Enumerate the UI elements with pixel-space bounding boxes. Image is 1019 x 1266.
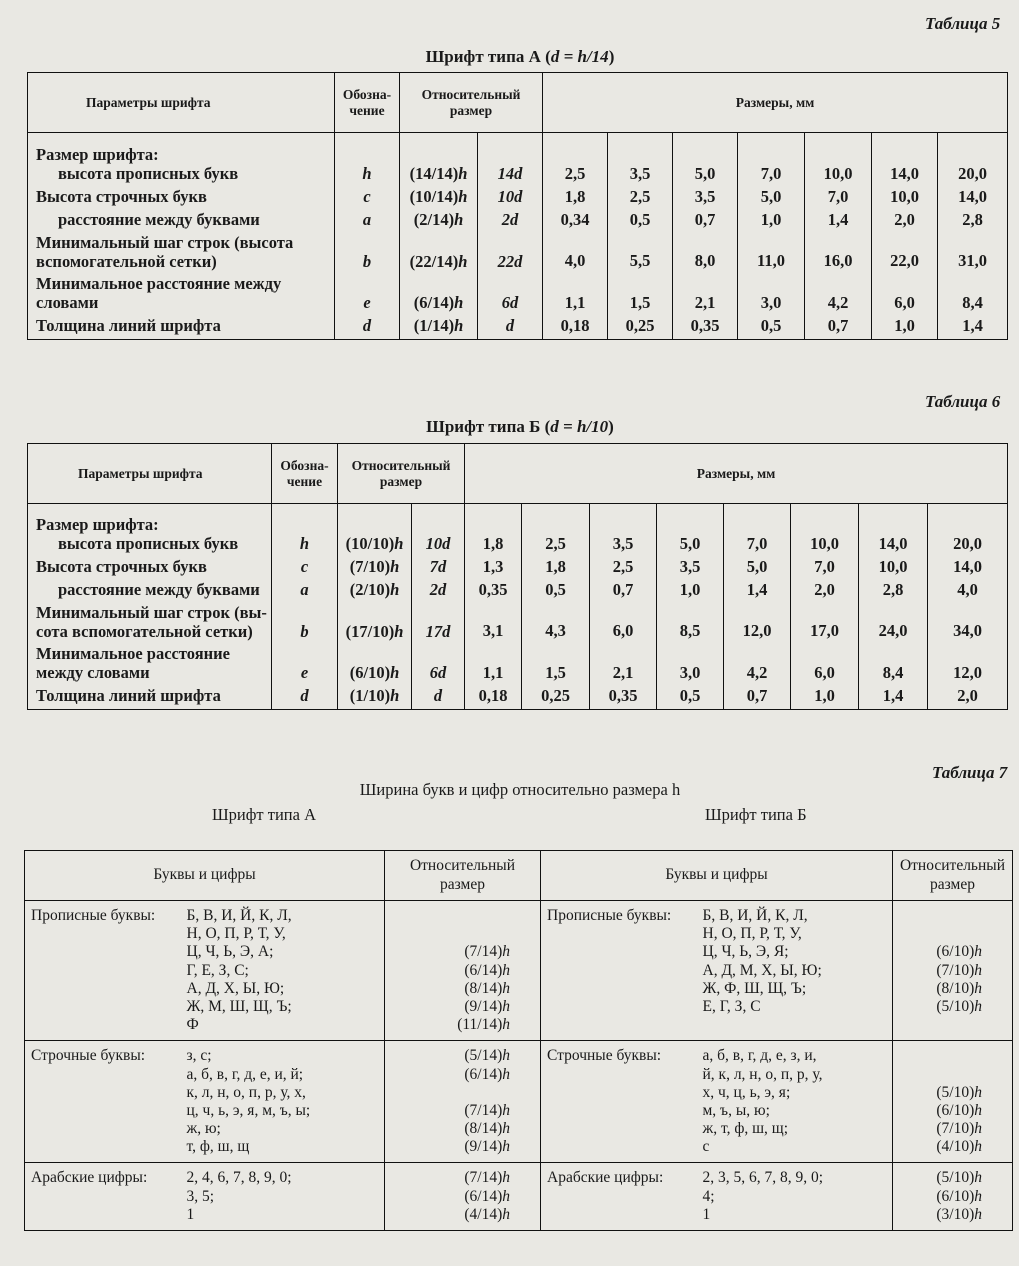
letters-line: а, б, в, г, д, е, и, й; — [186, 1065, 304, 1083]
table6-label: Таблица 6 — [925, 392, 1001, 411]
col-header-symbol: Обозна- чение — [335, 73, 400, 133]
size-value-cell: 24,0 — [859, 603, 928, 645]
relative-cell: (2/10)h — [338, 580, 412, 603]
size-value-cell: 8,5 — [657, 603, 724, 645]
relative-value: (8/10)h — [936, 979, 982, 997]
relative-value: (6/10)h — [936, 943, 982, 961]
size-value-cell: 14,0 — [938, 187, 1008, 210]
table-row — [28, 644, 1008, 686]
letters-line: х, ч, ц, ь, э, я; — [702, 1083, 791, 1101]
param-line: между словами — [36, 663, 150, 683]
letters-list-a — [185, 1041, 385, 1163]
relative-value — [896, 1066, 982, 1084]
relative-cell: (7/10)h — [338, 557, 412, 580]
relative-cell: (22/14)h — [400, 233, 478, 275]
size-value-cell: 4,3 — [522, 603, 590, 645]
letters-line: Ц, Ч, Ь, Э, Я; — [702, 943, 789, 961]
relative-cell: (1/14)h — [400, 316, 478, 340]
size-value-cell: 0,7 — [805, 316, 872, 340]
table-row — [28, 210, 1008, 233]
relative-value: (5/10)h — [936, 997, 982, 1015]
relative-size-b — [893, 901, 1013, 1041]
relative-value: (6/14)h — [464, 1065, 510, 1083]
size-value-cell: 4,0 — [543, 233, 608, 275]
relative-cell: (6/10)h — [338, 644, 412, 686]
d-multiple-cell: 22d — [478, 233, 543, 275]
letters-line: к, л, н, о, п, р, у, х, — [186, 1083, 306, 1101]
size-value-cell: 7,0 — [724, 504, 791, 557]
param-name — [28, 504, 272, 557]
table-row — [28, 187, 1008, 210]
relative-value — [896, 907, 982, 925]
letters-list-a — [185, 1163, 385, 1231]
table-row — [28, 504, 1008, 557]
relative-value: (5/14)h — [464, 1047, 510, 1065]
param-line: вспомогательной сетки) — [36, 251, 217, 271]
size-value-cell: 3,1 — [465, 603, 522, 645]
relative-cell: (1/10)h — [338, 686, 412, 710]
param-line: сота вспомогательной сетки) — [36, 621, 253, 641]
size-value-cell: 0,18 — [543, 316, 608, 340]
size-value-cell: 2,0 — [872, 210, 938, 233]
letters-line: 1 — [186, 1205, 195, 1223]
letters-line: Н, О, П, Р, Т, У, — [702, 925, 802, 943]
table7-subtitle-a: Шрифт типа А — [212, 805, 316, 824]
table5 — [27, 72, 1008, 340]
size-value-cell: 1,5 — [608, 274, 673, 316]
relative-value: (3/10)h — [936, 1205, 982, 1223]
letters-line: с — [702, 1138, 710, 1156]
relative-value: (6/10)h — [936, 1101, 982, 1119]
size-value-cell: 1,3 — [465, 557, 522, 580]
size-value-cell: 7,0 — [738, 133, 805, 187]
relative-value: (7/10)h — [936, 961, 982, 979]
table6-title: Шрифт типа Б (d = h/10) — [426, 417, 614, 436]
size-value-cell: 3,5 — [608, 133, 673, 187]
category-label-b: Арабские цифры: — [541, 1163, 701, 1231]
size-value-cell: 20,0 — [938, 133, 1008, 187]
size-value-cell: 12,0 — [724, 603, 791, 645]
table-row — [28, 557, 1008, 580]
size-value-cell: 5,0 — [673, 133, 738, 187]
param-line: Минимальное расстояние — [36, 644, 230, 664]
table7-subtitle-b: Шрифт типа Б — [705, 805, 807, 824]
size-value-cell: 3,0 — [657, 644, 724, 686]
symbol-cell: a — [272, 580, 338, 603]
size-value-cell: 5,0 — [657, 504, 724, 557]
size-value-cell: 0,25 — [522, 686, 590, 710]
param-name — [28, 316, 335, 340]
table7 — [24, 850, 1013, 1231]
size-value-cell: 2,1 — [673, 274, 738, 316]
size-value-cell: 5,0 — [738, 187, 805, 210]
table6 — [27, 443, 1008, 710]
relative-cell: (2/14)h — [400, 210, 478, 233]
col-header-symbol: Обозна- чение — [272, 444, 338, 504]
relative-value: (7/14)h — [464, 1101, 510, 1119]
relative-value — [896, 925, 982, 943]
relative-size-b — [893, 1163, 1013, 1231]
letters-line: А, Д, Х, Ы, Ю; — [186, 979, 285, 997]
letters-line: Н, О, П, Р, Т, У, — [186, 925, 286, 943]
param-name — [28, 686, 272, 710]
letters-list-b — [701, 1041, 893, 1163]
letters-line: 1 — [702, 1205, 711, 1223]
d-multiple-cell: d — [412, 686, 465, 710]
param-line: высота прописных букв — [58, 164, 239, 184]
param-line: высота прописных букв — [58, 534, 239, 554]
letters-line: й, к, л, н, о, п, р, у, — [702, 1065, 823, 1083]
size-value-cell: 2,5 — [543, 133, 608, 187]
relative-size-a — [385, 1041, 541, 1163]
size-value-cell: 3,5 — [673, 187, 738, 210]
param-line: Размер шрифта: — [36, 514, 159, 534]
symbol-cell: b — [335, 233, 400, 275]
letters-line: а, б, в, г, д, е, з, и, — [702, 1047, 817, 1065]
col-header-sizes: Размеры, мм — [465, 444, 1008, 504]
size-value-cell: 3,0 — [738, 274, 805, 316]
relative-value: (7/14)h — [464, 1169, 510, 1187]
param-name — [28, 210, 335, 233]
letters-line: 2, 4, 6, 7, 8, 9, 0; — [186, 1169, 292, 1187]
letters-line: ж, ю; — [186, 1120, 221, 1138]
size-value-cell: 5,5 — [608, 233, 673, 275]
category-label-b: Строчные буквы: — [541, 1041, 701, 1163]
letters-line: 3, 5; — [186, 1187, 215, 1205]
letters-line: Ф — [186, 1016, 199, 1034]
relative-value: (4/14)h — [464, 1205, 510, 1223]
symbol-cell: a — [335, 210, 400, 233]
size-value-cell: 0,5 — [657, 686, 724, 710]
size-value-cell: 0,5 — [738, 316, 805, 340]
size-value-cell: 14,0 — [859, 504, 928, 557]
size-value-cell: 3,5 — [590, 504, 657, 557]
size-value-cell: 14,0 — [928, 557, 1008, 580]
size-value-cell: 5,0 — [724, 557, 791, 580]
table-row — [28, 233, 1008, 275]
relative-value: (6/14)h — [464, 961, 510, 979]
symbol-cell: h — [272, 504, 338, 557]
category-label-a: Арабские цифры: — [25, 1163, 185, 1231]
col-header-letters-b: Буквы и цифры — [541, 851, 893, 901]
param-line: Высота строчных букв — [36, 187, 207, 207]
size-value-cell: 7,0 — [805, 187, 872, 210]
size-value-cell: 10,0 — [859, 557, 928, 580]
letters-line: м, ъ, ы, ю; — [702, 1101, 770, 1119]
col-header-rel-b: Относительный размер — [893, 851, 1013, 901]
param-line: Минимальный шаг строк (высота — [36, 232, 294, 252]
relative-cell: (14/14)h — [400, 133, 478, 187]
size-value-cell: 6,0 — [791, 644, 859, 686]
size-value-cell: 1,8 — [522, 557, 590, 580]
letters-line: т, ф, ш, щ — [186, 1138, 250, 1156]
category-label-a: Прописные буквы: — [25, 901, 185, 1041]
letters-line: 2, 3, 5, 6, 7, 8, 9, 0; — [702, 1169, 824, 1187]
size-value-cell: 10,0 — [791, 504, 859, 557]
size-value-cell: 0,7 — [673, 210, 738, 233]
d-multiple-cell: 14d — [478, 133, 543, 187]
size-value-cell: 2,5 — [590, 557, 657, 580]
size-value-cell: 2,5 — [522, 504, 590, 557]
table-row — [28, 580, 1008, 603]
relative-value — [388, 925, 510, 943]
letters-line: з, с; — [186, 1047, 212, 1065]
category-label-a: Строчные буквы: — [25, 1041, 185, 1163]
size-value-cell: 1,1 — [465, 644, 522, 686]
letters-line: Г, Е, З, С; — [186, 961, 249, 979]
param-name — [28, 133, 335, 187]
size-value-cell: 0,35 — [673, 316, 738, 340]
size-value-cell: 11,0 — [738, 233, 805, 275]
symbol-cell: d — [272, 686, 338, 710]
relative-value: (8/14)h — [464, 1120, 510, 1138]
table-row — [28, 603, 1008, 645]
size-value-cell: 1,0 — [657, 580, 724, 603]
col-header-sizes: Размеры, мм — [543, 73, 1008, 133]
size-value-cell: 0,25 — [608, 316, 673, 340]
size-value-cell: 1,4 — [805, 210, 872, 233]
size-value-cell: 1,4 — [859, 686, 928, 710]
symbol-cell: c — [272, 557, 338, 580]
table7-label: Таблица 7 — [932, 763, 1008, 782]
size-value-cell: 10,0 — [872, 187, 938, 210]
letters-line: Е, Г, З, С — [702, 997, 761, 1015]
param-name — [28, 233, 335, 275]
letters-list-b — [701, 901, 893, 1041]
col-header-rel-a: Относительный размер — [385, 851, 541, 901]
param-name — [28, 603, 272, 645]
param-name — [28, 187, 335, 210]
size-value-cell: 8,4 — [859, 644, 928, 686]
size-value-cell: 2,0 — [928, 686, 1008, 710]
param-line: Толщина линий шрифта — [36, 686, 221, 706]
letters-line: Б, В, И, Й, К, Л, — [186, 907, 292, 924]
d-multiple-cell: 2d — [478, 210, 543, 233]
relative-value: (5/10)h — [936, 1169, 982, 1187]
size-value-cell: 10,0 — [805, 133, 872, 187]
symbol-cell: c — [335, 187, 400, 210]
letters-line: ц, ч, ь, э, я, м, ъ, ы; — [186, 1101, 311, 1119]
letters-line: А, Д, М, Х, Ы, Ю; — [702, 961, 822, 979]
size-value-cell: 2,5 — [608, 187, 673, 210]
size-value-cell: 0,7 — [590, 580, 657, 603]
size-value-cell: 12,0 — [928, 644, 1008, 686]
param-line: Толщина линий шрифта — [36, 316, 221, 336]
size-value-cell: 0,7 — [724, 686, 791, 710]
param-line: словами — [36, 293, 99, 313]
size-value-cell: 1,1 — [543, 274, 608, 316]
size-value-cell: 1,5 — [522, 644, 590, 686]
col-header-letters-a: Буквы и цифры — [25, 851, 385, 901]
relative-size-b — [893, 1041, 1013, 1163]
d-multiple-cell: 10d — [478, 187, 543, 210]
param-name — [28, 557, 272, 580]
d-multiple-cell: 2d — [412, 580, 465, 603]
size-value-cell: 7,0 — [791, 557, 859, 580]
size-value-cell: 34,0 — [928, 603, 1008, 645]
relative-value: (6/14)h — [464, 1187, 510, 1205]
table-section — [25, 1163, 1013, 1231]
symbol-cell: b — [272, 603, 338, 645]
param-line: Высота строчных букв — [36, 557, 207, 577]
param-line: Минимальное расстояние между — [36, 274, 282, 294]
size-value-cell: 22,0 — [872, 233, 938, 275]
symbol-cell: e — [272, 644, 338, 686]
d-multiple-cell: 10d — [412, 504, 465, 557]
size-value-cell: 1,8 — [543, 187, 608, 210]
size-value-cell: 4,2 — [805, 274, 872, 316]
relative-value: (9/14)h — [464, 1138, 510, 1156]
size-value-cell: 6,0 — [872, 274, 938, 316]
size-value-cell: 1,4 — [724, 580, 791, 603]
relative-value — [388, 907, 510, 925]
size-value-cell: 0,18 — [465, 686, 522, 710]
symbol-cell: d — [335, 316, 400, 340]
size-value-cell: 20,0 — [928, 504, 1008, 557]
category-label-b: Прописные буквы: — [541, 901, 701, 1041]
letters-line: Б, В, И, Й, К, Л, — [702, 907, 808, 924]
param-name — [28, 644, 272, 686]
table7-title: Ширина букв и цифр относительно размера h — [359, 780, 681, 799]
size-value-cell: 1,8 — [465, 504, 522, 557]
letters-line: Ж, Ф, Ш, Щ, Ъ; — [702, 979, 807, 997]
relative-size-a — [385, 901, 541, 1041]
letters-line: Ж, М, Ш, Щ, Ъ; — [186, 997, 292, 1015]
size-value-cell: 0,35 — [465, 580, 522, 603]
size-value-cell: 8,0 — [673, 233, 738, 275]
relative-cell: (10/10)h — [338, 504, 412, 557]
size-value-cell: 0,5 — [608, 210, 673, 233]
d-multiple-cell: 17d — [412, 603, 465, 645]
table5-title: Шрифт типа А (d = h/14) — [425, 47, 615, 66]
table5-label: Таблица 5 — [925, 14, 1001, 33]
param-name — [28, 274, 335, 316]
size-value-cell: 0,5 — [522, 580, 590, 603]
relative-value: (4/10)h — [936, 1138, 982, 1156]
size-value-cell: 2,8 — [938, 210, 1008, 233]
table-row — [28, 133, 1008, 187]
relative-value: (6/10)h — [936, 1187, 982, 1205]
relative-value: (9/14)h — [464, 997, 510, 1015]
relative-value — [896, 1047, 982, 1065]
size-value-cell: 4,0 — [928, 580, 1008, 603]
letters-line: ж, т, ф, ш, щ; — [702, 1120, 789, 1138]
table-row — [28, 686, 1008, 710]
relative-value: (8/14)h — [464, 979, 510, 997]
col-header-params: Параметры шрифта — [28, 73, 335, 133]
letters-line: 4; — [702, 1187, 715, 1205]
letters-list-b — [701, 1163, 893, 1231]
col-header-relative: Относительный размер — [400, 73, 543, 133]
size-value-cell: 1,0 — [791, 686, 859, 710]
size-value-cell: 2,0 — [791, 580, 859, 603]
symbol-cell: e — [335, 274, 400, 316]
relative-value — [388, 1084, 510, 1102]
param-line: расстояние между буквами — [58, 210, 260, 230]
size-value-cell: 14,0 — [872, 133, 938, 187]
d-multiple-cell: 6d — [412, 644, 465, 686]
letters-list-a — [185, 901, 385, 1041]
relative-value: (7/14)h — [464, 943, 510, 961]
symbol-cell: h — [335, 133, 400, 187]
table-section — [25, 1041, 1013, 1163]
size-value-cell: 16,0 — [805, 233, 872, 275]
param-line: Размер шрифта: — [36, 144, 159, 164]
param-line: Минимальный шаг строк (вы- — [36, 602, 267, 622]
size-value-cell: 3,5 — [657, 557, 724, 580]
size-value-cell: 4,2 — [724, 644, 791, 686]
d-multiple-cell: 6d — [478, 274, 543, 316]
relative-size-a — [385, 1163, 541, 1231]
param-line: расстояние между буквами — [58, 580, 260, 600]
size-value-cell: 1,0 — [872, 316, 938, 340]
relative-cell: (6/14)h — [400, 274, 478, 316]
size-value-cell: 0,34 — [543, 210, 608, 233]
d-multiple-cell: d — [478, 316, 543, 340]
relative-value: (11/14)h — [457, 1016, 510, 1034]
size-value-cell: 2,8 — [859, 580, 928, 603]
relative-cell: (17/10)h — [338, 603, 412, 645]
size-value-cell: 31,0 — [938, 233, 1008, 275]
size-value-cell: 1,0 — [738, 210, 805, 233]
relative-value: (5/10)h — [936, 1083, 982, 1101]
param-name — [28, 580, 272, 603]
table-row — [28, 274, 1008, 316]
size-value-cell: 6,0 — [590, 603, 657, 645]
letters-line: Ц, Ч, Ь, Э, А; — [186, 943, 274, 961]
d-multiple-cell: 7d — [412, 557, 465, 580]
table-row — [28, 316, 1008, 340]
size-value-cell: 2,1 — [590, 644, 657, 686]
size-value-cell: 17,0 — [791, 603, 859, 645]
col-header-params: Параметры шрифта — [28, 444, 272, 504]
table-section — [25, 901, 1013, 1041]
relative-cell: (10/14)h — [400, 187, 478, 210]
relative-value: (7/10)h — [936, 1120, 982, 1138]
size-value-cell: 8,4 — [938, 274, 1008, 316]
size-value-cell: 0,35 — [590, 686, 657, 710]
col-header-relative: Относительный размер — [338, 444, 465, 504]
size-value-cell: 1,4 — [938, 316, 1008, 340]
